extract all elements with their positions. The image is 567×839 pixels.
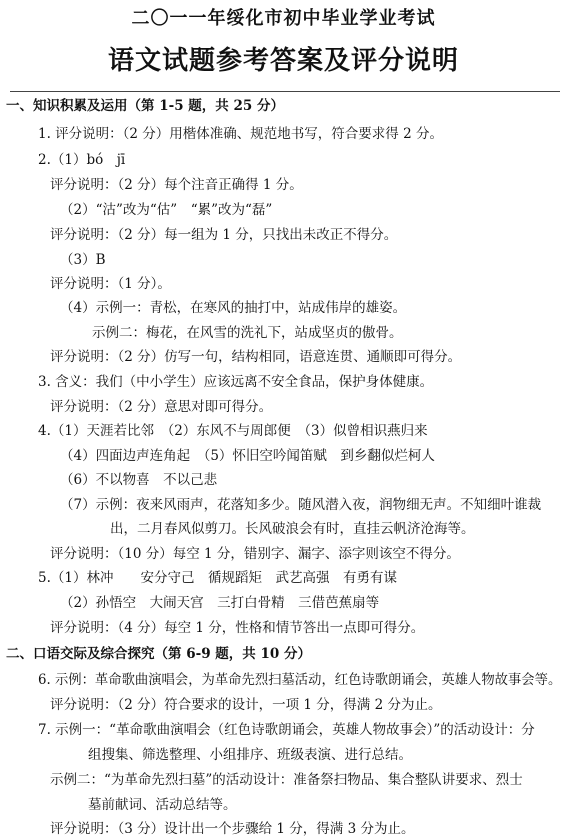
answer-line: （2）孙悟空 大闹天宫 三打白骨精 三借芭蕉扇等 <box>60 595 380 611</box>
scoring-note: 评分说明：（2 分）每一组为 1 分，只找出未改正不得分。 <box>50 227 398 243</box>
scoring-note: 评分说明：（3 分）设计出一个步骤给 1 分，得满 3 分为止。 <box>50 821 415 837</box>
answer-line: （3）B <box>60 252 106 268</box>
answer-line: 4.（1）天涯若比邻 （2）东风不与周郎便 （3）似曾相识燕归来 <box>38 423 428 439</box>
answer-line: 组搜集、筛选整理、小组排序、班级表演、进行总结。 <box>88 747 412 763</box>
scoring-note: 评分说明：（2 分）每个注音正确得 1 分。 <box>50 177 303 193</box>
answer-key-title: 语文试题参考答案及评分说明 <box>107 46 459 76</box>
scoring-note: 评分说明：（1 分）。 <box>50 276 171 292</box>
answer-line: 出，二月春风似剪刀。长风破浪会有时，直挂云帆济沧海等。 <box>110 521 475 537</box>
scoring-note: 评分说明：（2 分）意思对即可得分。 <box>50 399 273 415</box>
answer-line: 示例二：“为革命先烈扫墓”的活动设计：准备祭扫物品、集合整队讲要求、烈士 <box>50 772 523 788</box>
section-heading-1: 一、知识积累及运用（第 1-5 题，共 25 分） <box>6 98 284 114</box>
answer-line: （4）示例一：青松，在寒风的抽打中，站成伟岸的雄姿。 <box>60 300 407 316</box>
answer-line: 3. 含义：我们（中小学生）应该远离不安全食品，保护身体健康。 <box>38 374 434 390</box>
answer-line: （4）四面边声连角起 （5）怀旧空吟闻笛赋 到乡翻似烂柯人 <box>60 448 435 464</box>
exam-title: 二〇一一年绥化市初中毕业学业考试 <box>131 8 436 29</box>
answer-line: （2）“沽”改为“估” “累”改为“磊” <box>60 202 273 218</box>
section-heading-2: 二、口语交际及综合探究（第 6-9 题，共 10 分） <box>6 646 311 662</box>
scoring-note: 评分说明：（4 分）每空 1 分，性格和情节答出一点即可得分。 <box>50 620 425 636</box>
divider <box>10 91 560 92</box>
answer-line: 墓前献词、活动总结等。 <box>88 797 237 813</box>
scoring-note: 评分说明：（2 分）符合要求的设计，一项 1 分，得满 2 分为止。 <box>50 697 442 713</box>
scoring-note: 评分说明：（2 分）仿写一句，结构相同，语意连贯、通顺即可得分。 <box>50 349 462 365</box>
answer-line: 2.（1）bó jī <box>38 152 126 168</box>
answer-line: （7）示例：夜来风雨声，花落知多少。随风潜入夜，润物细无声。不知细叶谁裁 <box>60 497 542 513</box>
answer-line: 1. 评分说明：（2 分）用楷体准确、规范地书写，符合要求得 2 分。 <box>38 126 443 142</box>
answer-line: 5.（1）林冲 安分守己 循规蹈矩 武艺高强 有勇有谋 <box>38 570 397 586</box>
answer-line: 示例二：梅花，在风雪的洗礼下，站成坚贞的傲骨。 <box>92 325 403 341</box>
answer-line: （6）不以物喜 不以己悲 <box>60 472 218 488</box>
answer-line: 7. 示例一：“革命歌曲演唱会（红色诗歌朗诵会，英雄人物故事会）”的活动设计：分 <box>38 722 535 738</box>
answer-line: 6. 示例：革命歌曲演唱会，为革命先烈扫墓活动，红色诗歌朗诵会，英雄人物故事会等。 <box>38 672 562 688</box>
scoring-note: 评分说明：（10 分）每空 1 分，错别字、漏字、添字则该空不得分。 <box>50 546 460 562</box>
